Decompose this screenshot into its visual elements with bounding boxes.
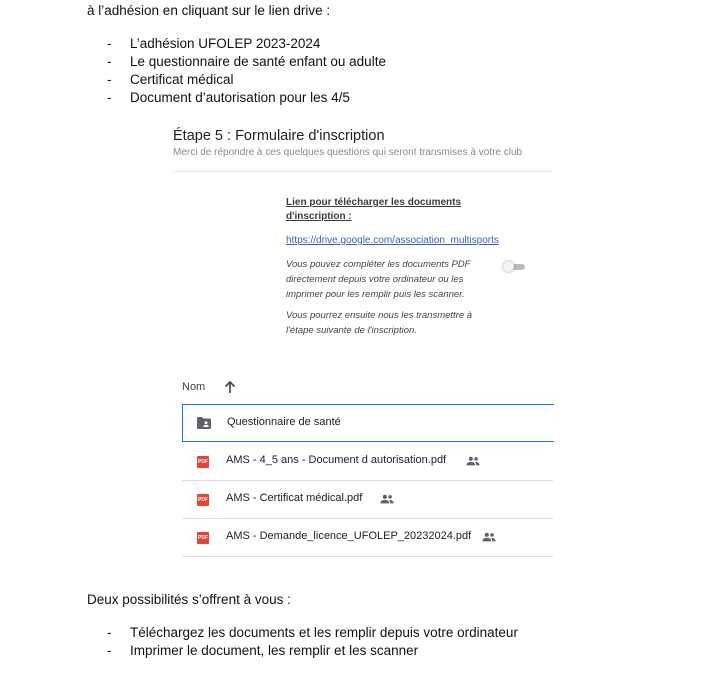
bullet-dash: - [107,54,112,69]
drive-link[interactable]: https://drive.google.com/association_multisports [286,235,499,246]
name-column-header[interactable]: Nom [182,381,206,393]
form-title: Étape 5 : Formulaire d'inscription [173,128,385,144]
shared-folder-icon [197,417,211,429]
file-row-questionnaire[interactable] [182,404,554,442]
download-link-heading: Lien pour télécharger les documents d'inscription : [286,197,462,222]
toggle-knob [503,261,514,272]
list-item-text: Document d’autorisation pour les 4/5 [130,90,350,105]
form-subtitle: Merci de répondre à ces quelques questions qui seront transmises à votre club [173,147,523,158]
form-divider [173,171,553,172]
list-item-text: L’adhésion UFOLEP 2023-2024 [130,36,321,51]
file-name: AMS - Certificat médical.pdf [226,492,363,504]
pdf-icon: PDF [197,494,209,506]
file-name: Questionnaire de santé [227,416,341,428]
list-item-text: Téléchargez les documents et les remplir depuis votre ordinateur [130,625,518,640]
pdf-icon: PDF [197,456,209,468]
next-step-paragraph: Vous pourrez ensuite nous les transmettre à l'étape suivante de l'inscription. [286,310,473,336]
possibilities-heading: Deux possibilités s’offrent à vous : [87,592,291,607]
bullet-dash: - [107,72,112,87]
intro-line: à l’adhésion en cliquant sur le lien drive : [87,3,331,18]
bullet-dash: - [107,643,112,658]
file-name: AMS - Demande_licence_UFOLEP_20232024.pdf [226,530,472,542]
toggle-switch[interactable] [503,262,525,271]
file-row-certificat[interactable] [182,481,553,519]
shared-people-icon [466,455,480,467]
shared-people-icon [482,531,496,543]
bullet-dash: - [107,625,112,640]
instructions-paragraph: Vous pouvez compléter les documents PDF directement depuis votre ordinateur ou les imprimer pour les remplir puis les scanner. [286,259,471,300]
list-item-text: Certificat médical [130,72,234,87]
file-row-autorisation[interactable] [182,443,553,481]
list-item-text: Le questionnaire de santé enfant ou adulte [130,54,386,69]
shared-people-icon [380,493,394,505]
list-item-text: Imprimer le document, les remplir et les scanner [130,643,419,658]
bullet-dash: - [107,90,112,105]
bullet-dash: - [107,36,112,51]
file-row-demande-licence[interactable] [182,519,553,557]
pdf-icon: PDF [197,532,209,544]
sort-ascending-icon[interactable] [224,380,236,394]
file-name: AMS - 4_5 ans - Document d autorisation.pdf [226,454,447,466]
